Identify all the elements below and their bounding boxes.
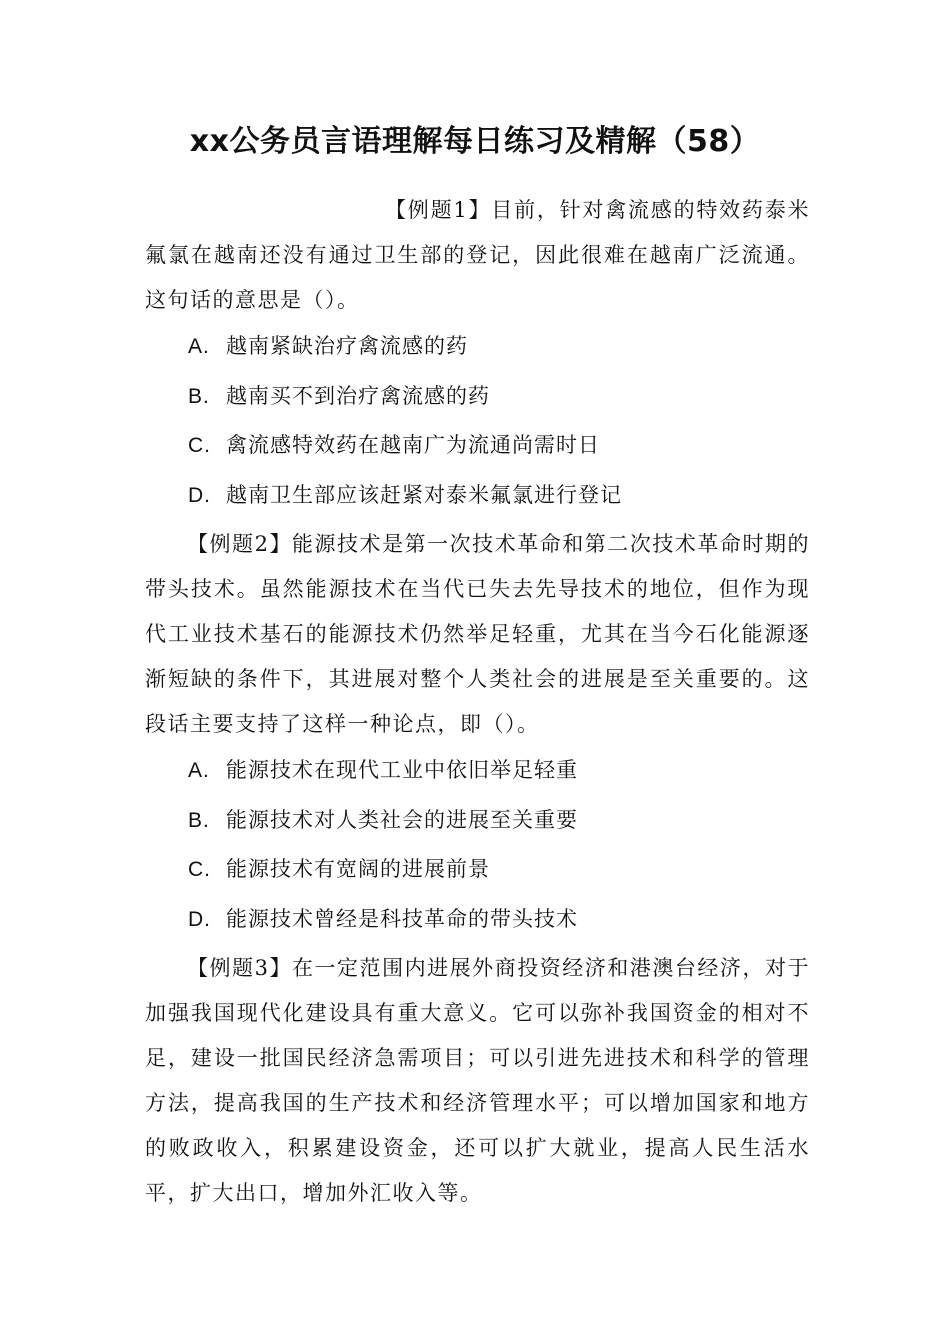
option-text: 越南紧缺治疗禽流感的药: [226, 334, 468, 358]
option-a: [188, 746, 578, 796]
question-2-options: [188, 746, 578, 944]
question-1-text: 【例题1】目前，针对禽流感的特效药泰米氟氯在越南还没有通过卫生部的登记，因此很难在越南广泛流通。这句话的意思是（）。: [145, 198, 810, 312]
question-3-text: 【例题3】在一定范围内进展外商投资经济和港澳台经济，对于加强我国现代化建设具有重大意义。它可以弥补我国资金的相对不足，建设一批国民经济急需项目；可以引进先进技术和科学的管理方法，提高我国的生产技术和经济管理水平；可以增加国家和地方的败政收入，积累建设资金，还可以扩大就业，提高人民生活水平，扩大出口，增加外汇收入等。: [145, 956, 810, 1205]
option-text: 禽流感特效药在越南广为流通尚需时日: [226, 433, 600, 457]
question-2-text: 【例题2】能源技术是第一次技术革命和第二次技术革命时期的带头技术。虽然能源技术在当代已失去先导技术的地位，但作为现代工业技术基石的能源技术仍然举足轻重，尤其在当今石化能源逐渐短缺的条件下，其进展对整个人类社会的进展是至关重要的。这段话主要支持了这样一种论点，即（）。: [145, 532, 810, 736]
option-a: [188, 322, 622, 372]
option-text: 越南买不到治疗禽流感的药: [226, 383, 490, 408]
question-1-options: [188, 322, 622, 520]
option-letter: D.: [188, 483, 211, 507]
option-b: [188, 796, 578, 846]
option-text: 越南卫生部应该赶紧对泰米氟氯进行登记: [226, 482, 622, 507]
option-c: [188, 845, 578, 895]
option-text: 能源技术在现代工业中依旧举足轻重: [226, 758, 578, 782]
option-letter: A.: [188, 759, 210, 782]
option-text: 能源技术曾经是科技革命的带头技术: [226, 906, 578, 931]
option-letter: A.: [188, 335, 210, 358]
option-text: 能源技术有宽阔的进展前景: [226, 857, 490, 881]
option-letter: B.: [188, 808, 210, 832]
option-letter: C.: [188, 434, 211, 457]
document-title: xx公务员言语理解每日练习及精解（58）: [189, 124, 761, 159]
option-c: [188, 421, 622, 471]
option-text: 能源技术对人类社会的进展至关重要: [226, 807, 578, 832]
option-letter: B.: [188, 384, 210, 408]
option-letter: D.: [188, 907, 211, 931]
option-d: [188, 895, 578, 945]
option-d: [188, 471, 622, 521]
option-letter: C.: [188, 858, 211, 881]
option-b: [188, 372, 622, 422]
